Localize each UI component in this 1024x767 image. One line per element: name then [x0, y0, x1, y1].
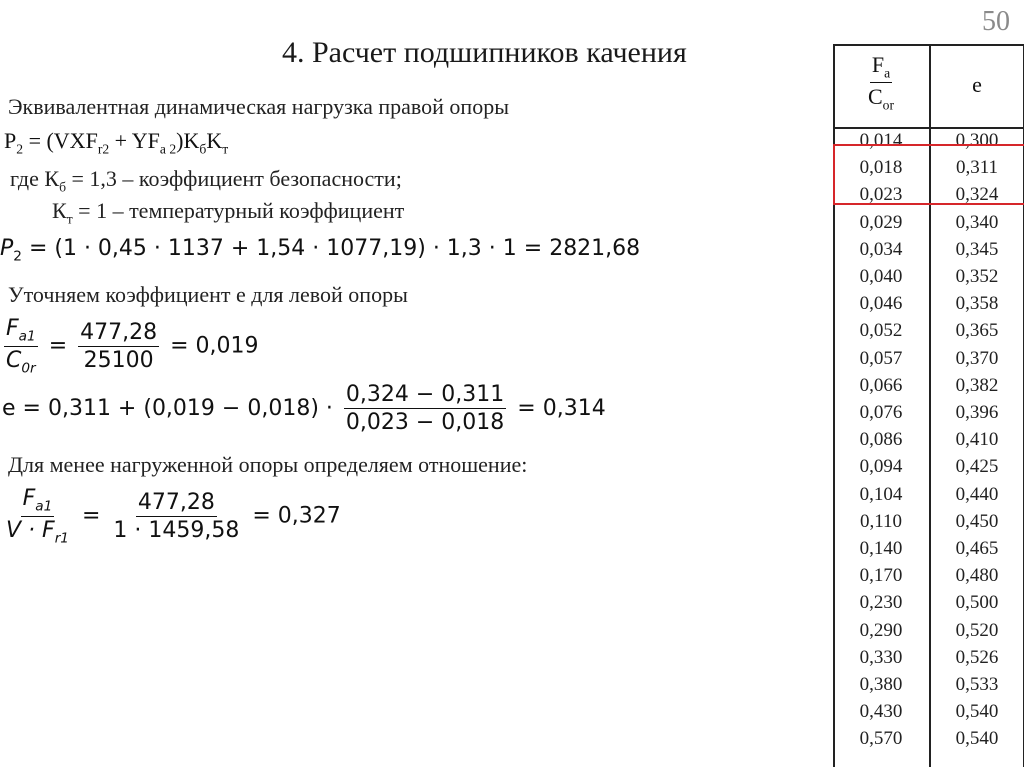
- cell-e: 0,540: [955, 701, 999, 723]
- table-row: [833, 375, 1024, 398]
- p2-sub-t: т: [222, 141, 229, 157]
- cell-fa-cor: 0,066: [859, 374, 903, 396]
- frac2-val-den: 1 · 1459,58: [113, 518, 240, 544]
- cell-e: 0,324: [955, 184, 999, 206]
- frac1-den-sub: 0r: [21, 360, 36, 377]
- fraction-fa-c0r: [4, 316, 38, 377]
- cell-fa-cor: 0,076: [859, 402, 903, 423]
- fraction-fa-vfr: [4, 486, 71, 547]
- cell-e: 0,340: [955, 211, 999, 233]
- p2-calc-sub: 2: [13, 248, 22, 265]
- kt-line: [52, 198, 404, 227]
- table-row: [833, 320, 1024, 343]
- e-frac-num: 0,324 − 0,311: [344, 382, 506, 409]
- cell-e: 0,300: [955, 130, 999, 151]
- table-row: [833, 456, 1024, 479]
- frac2-num: F: [22, 486, 36, 511]
- p2-calc-rhs: = (1 · 0,45 · 1137 + 1,54 · 1077,19) · 1,3 · 1 = 2821,68: [21, 236, 641, 261]
- cell-e: 0,382: [955, 374, 999, 396]
- frac1-val-num: 477,28: [78, 320, 159, 347]
- cell-fa-cor: 0,380: [859, 674, 903, 695]
- text-line-load: Эквивалентная динамическая нагрузка правой опоры: [8, 94, 509, 119]
- cell-fa-cor: 0,140: [859, 538, 903, 559]
- cell-e: 0,358: [955, 293, 999, 315]
- p2-sub-r2: r2: [97, 141, 110, 157]
- table-row: [833, 647, 1024, 670]
- cell-fa-cor: 0,570: [859, 728, 903, 750]
- e-frac-den: 0,023 − 0,018: [345, 410, 505, 436]
- cell-fa-cor: 0,029: [859, 211, 903, 233]
- p2-part4: K: [206, 128, 223, 153]
- header-num-sub: a: [884, 65, 891, 81]
- header-num: F: [871, 52, 885, 77]
- e-result: = 0,314: [517, 395, 606, 421]
- cell-fa-cor: 0,230: [859, 592, 903, 614]
- table-row: [833, 674, 1024, 697]
- cell-fa-cor: 0,046: [859, 293, 903, 315]
- table-row: [833, 429, 1024, 452]
- where-sub: б: [59, 179, 66, 195]
- fraction-e-interp: [344, 382, 506, 436]
- frac1-val-den: 25100: [83, 348, 154, 374]
- text-line-ratio: Для менее нагруженной опоры определяем отношение:: [8, 452, 528, 477]
- e-lhs: e = 0,311 + (0,019 − 0,018) ·: [2, 395, 333, 421]
- table-border-top: [833, 44, 1024, 46]
- table-row: [833, 293, 1024, 316]
- frac2-result: = 0,327: [252, 503, 341, 529]
- cell-e: 0,396: [955, 402, 999, 423]
- slide-number: 50: [982, 6, 1010, 37]
- cell-fa-cor: 0,014: [859, 130, 903, 151]
- cell-fa-cor: 0,023: [859, 184, 903, 206]
- where-line: [10, 166, 402, 195]
- e-calculation: [2, 382, 606, 436]
- cell-e: 0,352: [955, 266, 999, 287]
- cell-fa-cor: 0,034: [859, 238, 903, 260]
- table-header-divider: [833, 127, 1024, 129]
- kt-sub: т: [66, 211, 73, 227]
- p2-formula: [4, 128, 228, 157]
- p2-symbol: P: [4, 128, 17, 153]
- cell-e: 0,500: [955, 592, 999, 614]
- cell-e: 0,440: [955, 483, 999, 505]
- frac2-eq: =: [81, 503, 101, 529]
- p2-part3: )K: [176, 128, 200, 153]
- p2-sub-b: б: [199, 141, 207, 157]
- cell-fa-cor: 0,052: [859, 320, 903, 342]
- cell-e: 0,533: [955, 674, 999, 695]
- header-e: e: [972, 72, 982, 97]
- cell-fa-cor: 0,018: [859, 157, 903, 179]
- table-row: [833, 728, 1024, 751]
- p2-part1: = (VXF: [23, 128, 98, 153]
- cell-fa-cor: 0,430: [859, 701, 903, 723]
- cell-e: 0,425: [955, 456, 999, 478]
- fraction-values-1: [78, 320, 159, 374]
- table-row: [833, 239, 1024, 262]
- cell-e: 0,365: [955, 320, 999, 342]
- kt-prefix: К: [52, 198, 67, 223]
- cell-e: 0,450: [955, 510, 999, 532]
- table-row: [833, 266, 1024, 289]
- cell-fa-cor: 0,330: [859, 646, 903, 668]
- frac1-result: = 0,019: [170, 333, 259, 359]
- cell-e: 0,540: [955, 728, 999, 750]
- page-title: 4. Расчет подшипников качения: [282, 36, 687, 69]
- table-row: [833, 620, 1024, 643]
- cell-fa-cor: 0,040: [859, 266, 903, 287]
- frac2-val-num: 477,28: [136, 490, 217, 517]
- header-den-sub: or: [882, 97, 895, 113]
- cell-e: 0,526: [955, 646, 999, 668]
- ratio-fa-c0r: [0, 316, 259, 377]
- cell-fa-cor: 0,086: [859, 429, 903, 451]
- frac2-den-sub: r1: [54, 530, 69, 547]
- cell-e: 0,520: [955, 619, 999, 641]
- header-fa-cor: [833, 52, 929, 113]
- table-row: [833, 538, 1024, 561]
- cell-e: 0,345: [955, 238, 999, 260]
- table-row: [833, 348, 1024, 371]
- header-fraction: [866, 52, 896, 113]
- cell-fa-cor: 0,170: [859, 565, 903, 587]
- kt-rest: = 1 – температурный коэффициент: [72, 198, 405, 223]
- highlighted-rows-frame: [833, 144, 1024, 205]
- cell-fa-cor: 0,290: [859, 619, 903, 641]
- table-row: [833, 484, 1024, 507]
- cell-fa-cor: 0,057: [859, 347, 903, 369]
- p2-sub-a2: a 2: [159, 141, 177, 157]
- cell-e: 0,311: [955, 157, 999, 179]
- cell-fa-cor: 0,104: [859, 483, 903, 505]
- frac2-den: V · F: [6, 518, 55, 544]
- p2-sub: 2: [16, 141, 24, 157]
- frac2-num-sub: a1: [35, 498, 53, 515]
- cell-e: 0,480: [955, 565, 999, 587]
- table-row: [833, 592, 1024, 615]
- frac1-eq: =: [48, 333, 68, 359]
- p2-part2: + YF: [109, 128, 160, 153]
- cell-e: 0,465: [955, 538, 999, 559]
- table-row: [833, 402, 1024, 425]
- header-den: C: [867, 84, 883, 110]
- frac1-num: F: [6, 316, 19, 341]
- where-rest: = 1,3 – коэффициент безопасности;: [66, 166, 402, 191]
- cell-e: 0,410: [955, 429, 999, 451]
- ratio-fa-vfr: [0, 486, 341, 547]
- frac1-num-sub: a1: [18, 328, 36, 345]
- p2-calculation: [0, 236, 640, 264]
- table-row: [833, 565, 1024, 588]
- table-row: [833, 511, 1024, 534]
- cell-e: 0,370: [955, 347, 999, 369]
- p2-calc-symbol: P: [0, 236, 14, 261]
- cell-fa-cor: 0,110: [859, 510, 903, 532]
- table-row: [833, 212, 1024, 235]
- cell-fa-cor: 0,094: [859, 456, 903, 478]
- fraction-values-2: [111, 490, 241, 544]
- table-row: [833, 701, 1024, 724]
- where-prefix: где К: [10, 166, 60, 191]
- frac1-den: C: [6, 348, 22, 374]
- text-line-refine: Уточняем коэффициент е для левой опоры: [8, 282, 408, 307]
